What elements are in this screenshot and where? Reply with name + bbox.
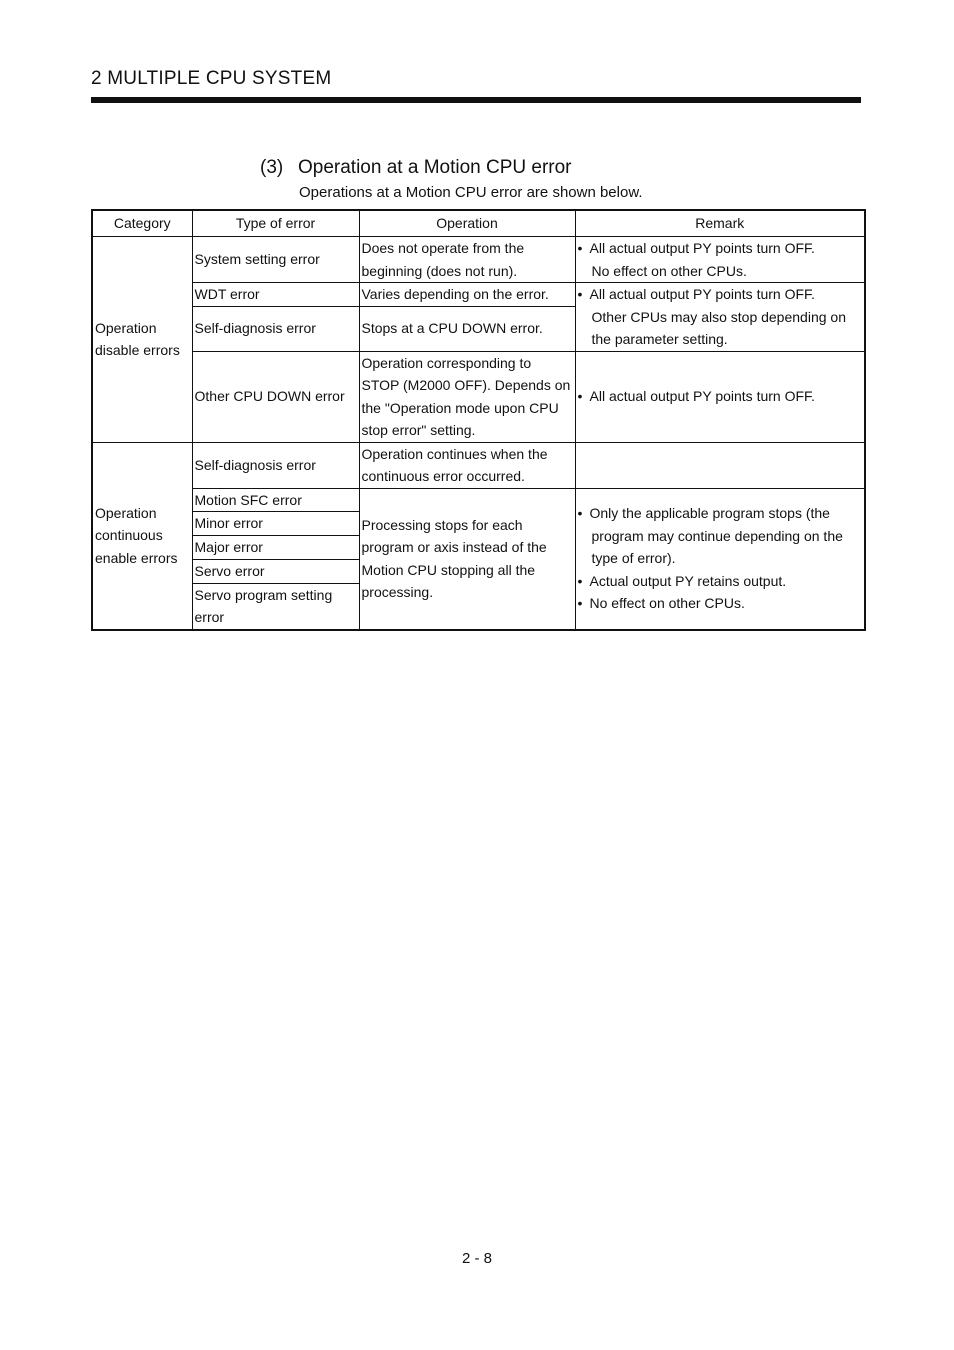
remark-bullet bbox=[578, 502, 863, 525]
header-remark: Remark bbox=[575, 210, 865, 237]
table-row bbox=[92, 351, 865, 442]
section-intro: Operations at a Motion CPU error are shown below. bbox=[299, 184, 643, 201]
operation-line: stop error" setting. bbox=[361, 422, 476, 438]
table-row bbox=[92, 237, 865, 283]
bullet-mark: • bbox=[577, 595, 583, 612]
error-type: Motion SFC error bbox=[192, 488, 359, 512]
remark-text: All actual output PY points turn OFF. bbox=[589, 286, 815, 302]
remark-text: No effect on other CPUs. bbox=[591, 262, 747, 279]
remark-bullet bbox=[578, 570, 863, 593]
operation-line: Motion CPU stopping all the bbox=[361, 561, 536, 578]
section-title bbox=[260, 157, 572, 179]
bullet-mark: • bbox=[577, 240, 583, 256]
operation-cell bbox=[359, 442, 575, 488]
operation-line: Does not operate from the bbox=[361, 240, 525, 256]
error-type: Self-diagnosis error bbox=[192, 442, 359, 488]
header-operation: Operation bbox=[359, 210, 575, 237]
operation-cell: Stops at a CPU DOWN error. bbox=[359, 306, 575, 351]
chapter-rule bbox=[91, 97, 861, 103]
remark-cell bbox=[575, 488, 865, 630]
category-line: Operation bbox=[95, 504, 157, 521]
category-line: continuous bbox=[95, 527, 163, 544]
error-type: Major error bbox=[192, 535, 359, 559]
operation-line: continuous error occurred. bbox=[361, 468, 525, 484]
category-line: disable errors bbox=[95, 342, 180, 359]
bullet-mark: • bbox=[577, 286, 583, 302]
remark-text: the parameter setting. bbox=[591, 330, 728, 347]
operation-line: Operation continues when the bbox=[361, 445, 548, 462]
operation-line: the "Operation mode upon CPU bbox=[361, 399, 559, 416]
error-type bbox=[192, 583, 359, 630]
bullet-mark: • bbox=[577, 388, 583, 405]
operation-cell bbox=[359, 237, 575, 283]
error-type: Self-diagnosis error bbox=[192, 306, 359, 351]
operation-line: program or axis instead of the bbox=[361, 539, 547, 555]
error-type-line: error bbox=[194, 609, 225, 625]
error-type: System setting error bbox=[192, 237, 359, 283]
section-title-text: Operation at a Motion CPU error bbox=[298, 157, 572, 178]
operation-line: Operation corresponding to bbox=[361, 354, 532, 371]
operation-line: processing. bbox=[361, 584, 434, 600]
error-type: WDT error bbox=[192, 283, 359, 307]
error-type: Minor error bbox=[192, 512, 359, 536]
operation-cell bbox=[359, 488, 575, 630]
error-type-line: Servo program setting bbox=[194, 586, 333, 603]
operation-cell: Varies depending on the error. bbox=[359, 283, 575, 307]
remark-text: Actual output PY retains output. bbox=[589, 572, 787, 589]
remark-text: Only the applicable program stops (the bbox=[589, 505, 830, 522]
category-line: Operation bbox=[95, 319, 157, 336]
remark-cell bbox=[575, 283, 865, 352]
remark-cell bbox=[575, 442, 865, 488]
remark-cell bbox=[575, 351, 865, 442]
header-type-of-error: Type of error bbox=[192, 210, 359, 237]
error-operation-table bbox=[91, 209, 866, 631]
operation-line: Processing stops for each bbox=[361, 516, 523, 533]
bullet-mark: • bbox=[577, 572, 583, 589]
operation-cell bbox=[359, 351, 575, 442]
remark-text: type of error). bbox=[591, 550, 676, 567]
operation-line: beginning (does not run). bbox=[361, 262, 518, 279]
remark-bullet bbox=[578, 237, 863, 260]
bullet-mark: • bbox=[577, 505, 583, 522]
category-continuous bbox=[92, 442, 192, 630]
error-type: Other CPU DOWN error bbox=[192, 351, 359, 442]
error-type: Servo error bbox=[192, 559, 359, 583]
remark-text: No effect on other CPUs. bbox=[589, 595, 745, 612]
table-row bbox=[92, 442, 865, 488]
remark-text: program may continue depending on the bbox=[591, 527, 843, 544]
category-line: enable errors bbox=[95, 549, 178, 566]
chapter-header: 2 MULTIPLE CPU SYSTEM bbox=[91, 68, 332, 89]
remark-text: Other CPUs may also stop depending on bbox=[591, 308, 846, 325]
page-number: 2 - 8 bbox=[461, 1250, 492, 1267]
table-header-row bbox=[92, 210, 865, 237]
remark-text: All actual output PY points turn OFF. bbox=[589, 388, 815, 405]
table-row bbox=[92, 283, 865, 307]
remark-bullet bbox=[578, 385, 863, 408]
remark-bullet bbox=[578, 283, 863, 306]
table-row bbox=[92, 488, 865, 512]
remark-bullet bbox=[578, 592, 863, 615]
category-disable bbox=[92, 237, 192, 443]
section-number: (3) bbox=[260, 157, 284, 178]
header-category: Category bbox=[92, 210, 192, 237]
remark-cell bbox=[575, 237, 865, 283]
remark-text: All actual output PY points turn OFF. bbox=[589, 240, 815, 256]
operation-line: STOP (M2000 OFF). Depends on bbox=[361, 377, 571, 393]
